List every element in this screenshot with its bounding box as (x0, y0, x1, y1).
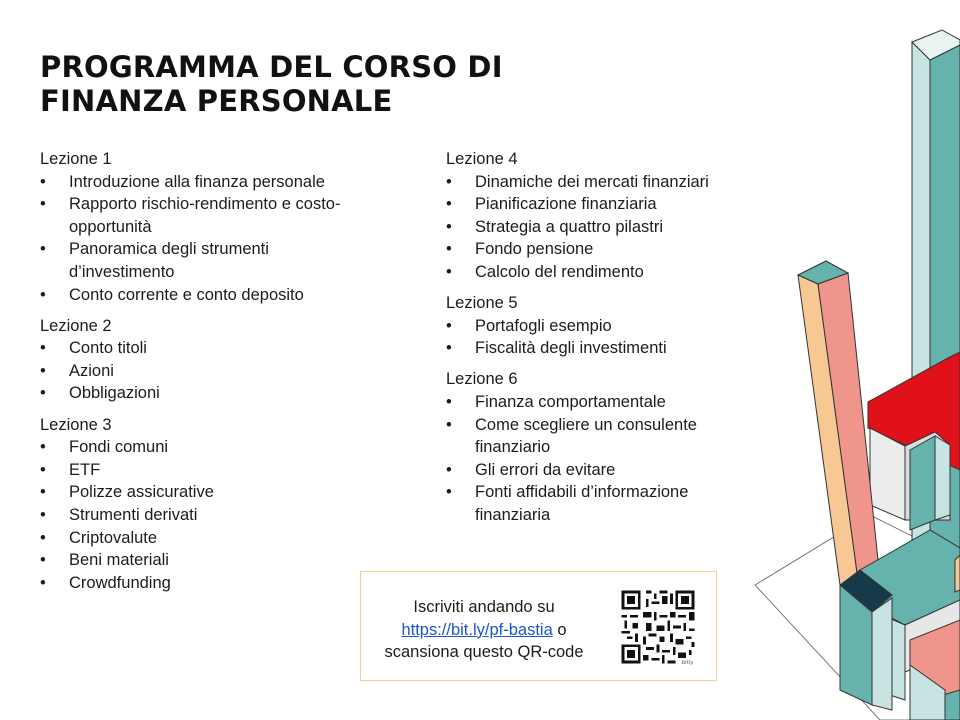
topic-item: • Fondi comuni (40, 436, 360, 459)
topic-item: • Conto corrente e conto deposito (40, 284, 360, 307)
topic-item: • Finanza comportamentale (446, 391, 766, 414)
topic-item: • Polizze assicurative (40, 481, 360, 504)
topic-item: • Fondo pensione (446, 238, 766, 261)
topic-item: • Introduzione alla finanza personale (40, 171, 360, 194)
signup-line-2 (367, 619, 601, 642)
topic-item: • Panoramica degli strumenti d’investimento (40, 238, 360, 283)
inner-pillar-side (935, 436, 950, 520)
lesson-2-title: Lezione 2 (40, 316, 112, 335)
lesson-5-title: Lezione 5 (446, 294, 518, 313)
page-title-line-1: PROGRAMMA DEL CORSO DI (40, 50, 503, 84)
signup-line-1: Iscriviti andando su (413, 598, 555, 616)
signup-or: o (557, 620, 567, 639)
lesson-4-title: Lezione 4 (446, 150, 518, 168)
signup-line-3: scansiona questo QR-code (384, 643, 584, 662)
page-title-line-2: FINANZA PERSONALE (40, 84, 393, 118)
topic-item: • Crowdfunding (40, 572, 360, 595)
topic-item: • Pianificazione finanziaria (446, 193, 766, 216)
topic-item: • Come scegliere un consulente finanziario (446, 414, 766, 459)
topic-item: • Strategia a quattro pilastri (446, 216, 766, 239)
topic-item: • Fonti affidabili d’informazione finanziaria (446, 481, 766, 526)
topic-item: • Azioni (40, 360, 360, 383)
topic-item: • Rapporto rischio-rendimento e costo-opportunità (40, 193, 360, 238)
topic-item: • ETF (40, 459, 360, 482)
qr-code[interactable] (619, 588, 697, 666)
topic-item: • Dinamiche dei mercati finanziari (446, 171, 766, 194)
topic-item: • Calcolo del rendimento (446, 261, 766, 284)
topic-item: • Portafogli esempio (446, 315, 766, 338)
signup-text (367, 596, 601, 664)
lesson-6-title: Lezione 6 (446, 370, 518, 389)
topic-item: • Beni materiali (40, 549, 360, 572)
signup-box (360, 571, 717, 681)
peach-sliver (955, 555, 960, 592)
topic-item: • Conto titoli (40, 337, 360, 360)
topic-item: • Gli errori da evitare (446, 459, 766, 482)
topic-item: • Fiscalità degli investimenti (446, 337, 766, 360)
lesson-3-title: Lezione 3 (40, 415, 112, 434)
qr-caption: bitly (681, 660, 694, 666)
inner-pillar (910, 436, 935, 530)
topic-item: • Strumenti derivati (40, 504, 360, 527)
lesson-1-title: Lezione 1 (40, 150, 112, 168)
topic-item: • Obbligazioni (40, 382, 360, 405)
signup-link[interactable]: https://bit.ly/pf-bastia (401, 620, 553, 639)
topic-item: • Criptovalute (40, 527, 360, 550)
teal-block-front (872, 598, 892, 710)
